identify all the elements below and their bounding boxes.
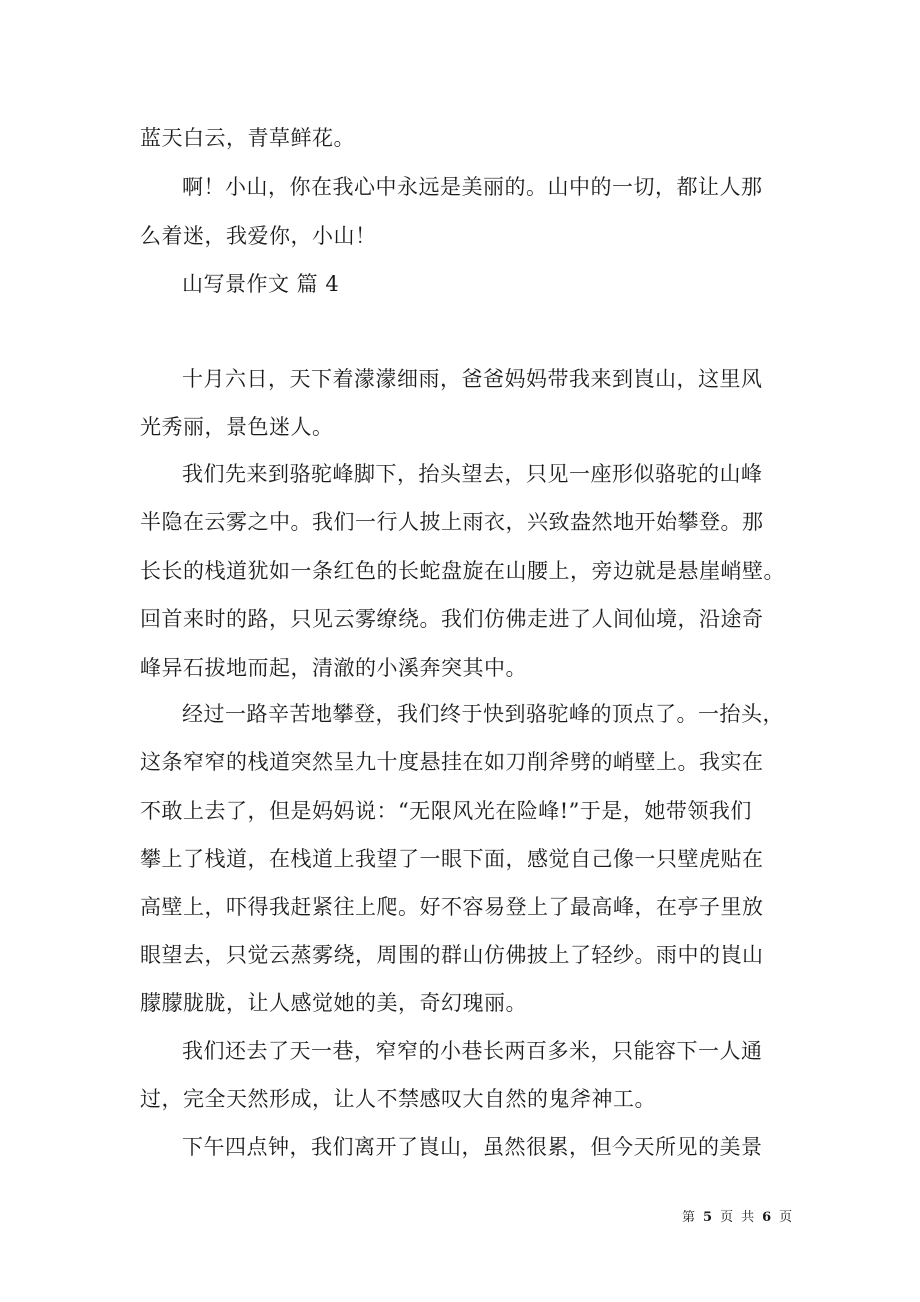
- footer-suffix: 页: [779, 1210, 793, 1225]
- text-line: 回首来时的路，只见云雾缭绕。我们仿佛走进了人间仙境，沿途奇: [140, 607, 764, 631]
- text-line: 蓝天白云，青草鲜花。: [140, 126, 355, 150]
- text-line: 朦朦胧胧，让人感觉她的美，奇幻瑰丽。: [140, 991, 527, 1015]
- footer-page-word: 页: [720, 1210, 734, 1225]
- footer-total-word: 共: [741, 1210, 755, 1225]
- text-line: 半隐在云雾之中。我们一行人披上雨衣，兴致盎然地开始攀登。那: [140, 510, 764, 534]
- total-page-number: 6: [762, 1210, 772, 1225]
- text-line: 下午四点钟，我们离开了崀山，虽然很累，但今天所见的美景: [182, 1135, 763, 1159]
- text-line: 这条窄窄的栈道突然呈九十度悬挂在如刀削斧劈的峭壁上。我实在: [140, 750, 764, 774]
- text-line: 过，完全天然形成，让人不禁感叹大自然的鬼斧神工。: [140, 1087, 656, 1111]
- text-line: 么着迷，我爱你，小山！: [140, 224, 377, 248]
- text-line: 长长的栈道犹如一条红色的长蛇盘旋在山腰上，旁边就是悬崖峭壁。: [140, 559, 785, 583]
- text-line: 光秀丽，景色迷人。: [140, 415, 334, 439]
- text-line: 我们还去了天一巷，窄窄的小巷长两百多米，只能容下一人通: [182, 1039, 763, 1063]
- text-line: 十月六日，天下着濛濛细雨，爸爸妈妈带我来到崀山，这里风: [182, 367, 763, 391]
- text-line: 不敢上去了，但是妈妈说：“无限风光在险峰!”于是，她带领我们: [140, 799, 752, 823]
- text-line: 峰异石拔地而起，清澈的小溪奔突其中。: [140, 656, 527, 680]
- text-line: 我们先来到骆驼峰脚下，抬头望去，只见一座形似骆驼的山峰: [182, 462, 763, 486]
- text-line: 啊！小山，你在我心中永远是美丽的。山中的一切，都让人那: [182, 175, 763, 199]
- section-heading: 山写景作文 篇 4: [182, 272, 340, 296]
- current-page-number: 5: [703, 1210, 713, 1225]
- text-line: 攀上了栈道，在栈道上我望了一眼下面，感觉自己像一只壁虎贴在: [140, 847, 764, 871]
- text-line: 经过一路辛苦地攀登，我们终于快到骆驼峰的顶点了。一抬头，: [182, 702, 784, 726]
- text-line: 高壁上，吓得我赶紧往上爬。好不容易登上了最高峰，在亭子里放: [140, 895, 764, 919]
- page-footer: [678, 1209, 796, 1227]
- footer-prefix: 第: [682, 1210, 696, 1225]
- text-line: 眼望去，只觉云蒸雾绕，周围的群山仿佛披上了轻纱。雨中的崀山: [140, 943, 764, 967]
